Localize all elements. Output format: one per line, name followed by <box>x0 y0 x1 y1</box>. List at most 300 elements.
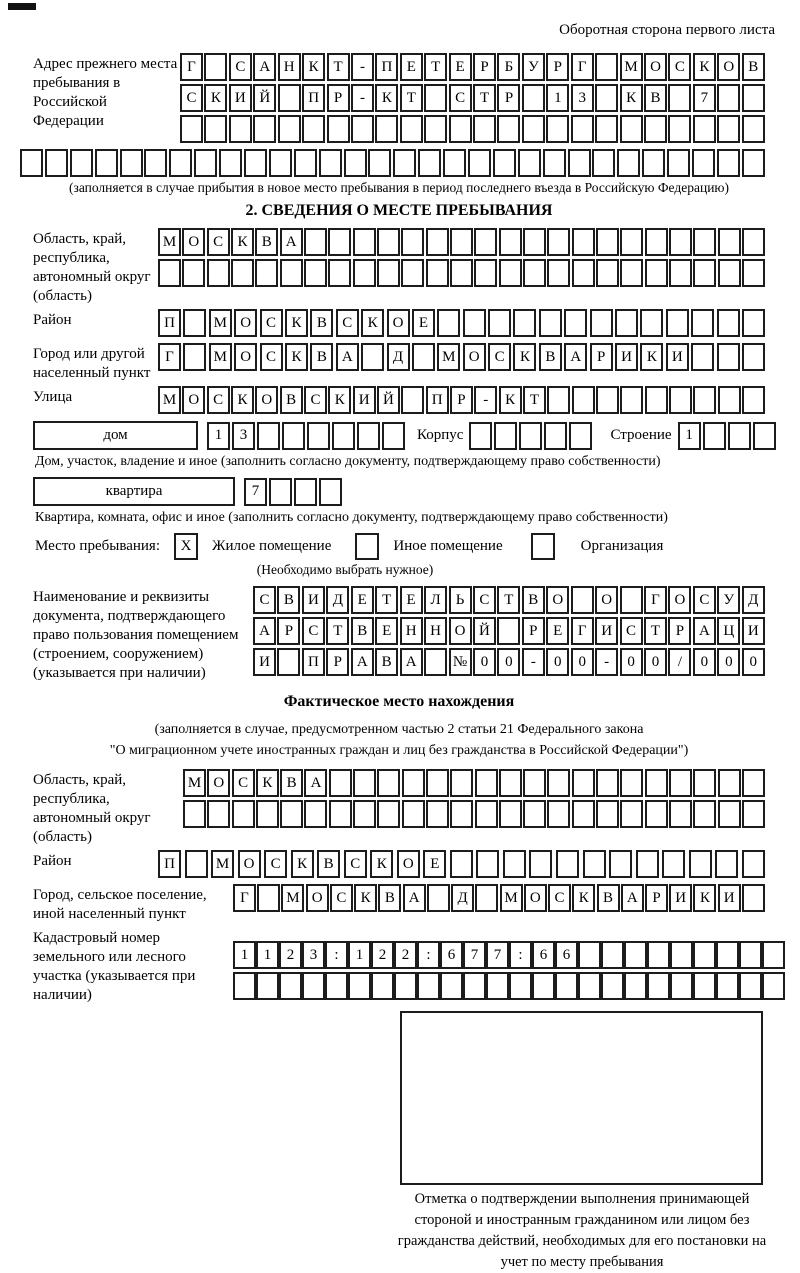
char-box[interactable]: И <box>669 884 692 912</box>
char-box[interactable] <box>277 648 300 676</box>
char-box[interactable] <box>426 800 449 828</box>
char-box[interactable]: А <box>400 648 423 676</box>
char-box[interactable] <box>543 149 566 177</box>
char-box[interactable]: Т <box>523 386 546 414</box>
char-box[interactable] <box>328 228 351 256</box>
char-box[interactable] <box>546 115 569 143</box>
char-box[interactable] <box>417 972 440 1000</box>
char-box[interactable] <box>95 149 118 177</box>
char-box[interactable]: 3 <box>571 84 594 112</box>
char-box[interactable]: В <box>280 769 303 797</box>
char-box[interactable]: Г <box>233 884 256 912</box>
char-box[interactable]: Р <box>326 648 349 676</box>
char-box[interactable] <box>450 259 473 287</box>
char-box[interactable]: С <box>548 884 571 912</box>
char-box[interactable]: А <box>621 884 644 912</box>
char-box[interactable]: 7 <box>244 478 267 506</box>
char-box[interactable] <box>670 941 693 969</box>
char-box[interactable]: Е <box>375 617 398 645</box>
char-box[interactable]: В <box>375 648 398 676</box>
char-box[interactable]: / <box>668 648 691 676</box>
char-box[interactable]: 0 <box>473 648 496 676</box>
char-box[interactable] <box>469 422 492 450</box>
char-box[interactable]: Г <box>158 343 181 371</box>
char-box[interactable] <box>497 617 520 645</box>
char-box[interactable] <box>668 84 691 112</box>
char-box[interactable]: 7 <box>463 941 486 969</box>
char-box[interactable]: Е <box>412 309 435 337</box>
char-box[interactable] <box>473 115 496 143</box>
char-box[interactable] <box>377 259 400 287</box>
char-box[interactable]: Й <box>377 386 400 414</box>
char-box[interactable] <box>662 850 685 878</box>
char-box[interactable] <box>302 115 325 143</box>
char-box[interactable] <box>620 586 643 614</box>
char-box[interactable] <box>717 84 740 112</box>
char-box[interactable] <box>595 84 618 112</box>
char-box[interactable]: С <box>260 343 283 371</box>
char-box[interactable] <box>497 115 520 143</box>
char-box[interactable] <box>183 343 206 371</box>
char-box[interactable]: 7 <box>693 84 716 112</box>
char-box[interactable]: К <box>499 386 522 414</box>
char-box[interactable]: 1 <box>348 941 371 969</box>
char-box[interactable] <box>194 149 217 177</box>
char-box[interactable] <box>572 228 595 256</box>
char-box[interactable] <box>412 343 435 371</box>
char-box[interactable]: С <box>330 884 353 912</box>
char-box[interactable] <box>180 115 203 143</box>
char-box[interactable] <box>693 115 716 143</box>
char-box[interactable]: Й <box>253 84 276 112</box>
char-box[interactable]: Л <box>424 586 447 614</box>
char-box[interactable] <box>693 769 716 797</box>
char-box[interactable]: 1 <box>678 422 701 450</box>
char-box[interactable] <box>556 850 579 878</box>
char-box[interactable]: У <box>717 586 740 614</box>
char-box[interactable] <box>718 800 741 828</box>
char-box[interactable]: Р <box>546 53 569 81</box>
char-box[interactable] <box>693 228 716 256</box>
char-box[interactable]: К <box>231 386 254 414</box>
char-box[interactable] <box>669 769 692 797</box>
char-box[interactable] <box>578 941 601 969</box>
char-box[interactable]: К <box>231 228 254 256</box>
char-box[interactable] <box>523 769 546 797</box>
char-box[interactable]: 0 <box>742 648 765 676</box>
char-box[interactable]: 6 <box>532 941 555 969</box>
char-box[interactable]: М <box>437 343 460 371</box>
char-box[interactable]: И <box>666 343 689 371</box>
char-box[interactable] <box>670 972 693 1000</box>
char-box[interactable] <box>424 648 447 676</box>
char-box[interactable] <box>753 422 776 450</box>
char-box[interactable]: К <box>256 769 279 797</box>
char-box[interactable] <box>468 149 491 177</box>
char-box[interactable] <box>418 149 441 177</box>
char-box[interactable]: П <box>375 53 398 81</box>
char-box[interactable]: О <box>546 586 569 614</box>
char-box[interactable]: Ц <box>717 617 740 645</box>
char-box[interactable] <box>636 850 659 878</box>
char-box[interactable] <box>232 800 255 828</box>
char-box[interactable] <box>255 259 278 287</box>
char-box[interactable]: В <box>351 617 374 645</box>
char-box[interactable] <box>739 972 762 1000</box>
char-box[interactable]: 0 <box>620 648 643 676</box>
char-box[interactable] <box>344 149 367 177</box>
char-box[interactable]: У <box>522 53 545 81</box>
char-box[interactable]: Е <box>400 586 423 614</box>
char-box[interactable]: С <box>449 84 472 112</box>
char-box[interactable] <box>329 800 352 828</box>
char-box[interactable] <box>669 386 692 414</box>
char-box[interactable]: М <box>209 309 232 337</box>
char-box[interactable] <box>401 259 424 287</box>
char-box[interactable] <box>539 309 562 337</box>
char-box[interactable]: В <box>317 850 340 878</box>
char-box[interactable]: П <box>302 648 325 676</box>
char-box[interactable] <box>348 972 371 1000</box>
char-box[interactable]: М <box>620 53 643 81</box>
char-box[interactable]: А <box>564 343 587 371</box>
char-box[interactable] <box>256 972 279 1000</box>
char-box[interactable] <box>307 422 330 450</box>
char-box[interactable]: О <box>238 850 261 878</box>
char-box[interactable] <box>547 769 570 797</box>
char-box[interactable] <box>522 84 545 112</box>
char-box[interactable]: К <box>693 884 716 912</box>
char-box[interactable] <box>229 115 252 143</box>
char-box[interactable] <box>257 422 280 450</box>
char-box[interactable] <box>518 149 541 177</box>
char-box[interactable]: В <box>310 343 333 371</box>
char-box[interactable] <box>645 800 668 828</box>
char-box[interactable] <box>476 850 499 878</box>
char-box[interactable] <box>547 259 570 287</box>
char-box[interactable] <box>45 149 68 177</box>
char-box[interactable] <box>742 850 765 878</box>
char-box[interactable] <box>499 800 522 828</box>
char-box[interactable] <box>319 478 342 506</box>
char-box[interactable] <box>353 769 376 797</box>
char-box[interactable] <box>532 972 555 1000</box>
char-box[interactable]: О <box>449 617 472 645</box>
char-box[interactable]: Р <box>327 84 350 112</box>
char-box[interactable]: Р <box>473 53 496 81</box>
char-box[interactable]: 0 <box>571 648 594 676</box>
char-box[interactable] <box>204 53 227 81</box>
char-box[interactable]: А <box>336 343 359 371</box>
char-box[interactable]: В <box>378 884 401 912</box>
char-box[interactable] <box>509 972 532 1000</box>
char-box[interactable]: С <box>336 309 359 337</box>
char-box[interactable] <box>742 115 765 143</box>
char-box[interactable]: 1 <box>546 84 569 112</box>
char-box[interactable]: Т <box>497 586 520 614</box>
char-box[interactable] <box>450 769 473 797</box>
char-box[interactable]: О <box>182 228 205 256</box>
char-box[interactable] <box>547 228 570 256</box>
char-box[interactable] <box>361 343 384 371</box>
char-box[interactable]: О <box>397 850 420 878</box>
char-box[interactable]: И <box>742 617 765 645</box>
char-box[interactable] <box>742 309 765 337</box>
char-box[interactable]: Т <box>327 53 350 81</box>
char-box[interactable]: - <box>351 53 374 81</box>
char-box[interactable] <box>475 800 498 828</box>
char-box[interactable]: К <box>361 309 384 337</box>
char-box[interactable] <box>624 972 647 1000</box>
char-box[interactable]: 0 <box>644 648 667 676</box>
char-box[interactable] <box>762 972 785 1000</box>
char-box[interactable] <box>689 850 712 878</box>
char-box[interactable] <box>716 972 739 1000</box>
char-box[interactable] <box>596 386 619 414</box>
char-box[interactable] <box>596 259 619 287</box>
char-box[interactable] <box>253 115 276 143</box>
char-box[interactable] <box>647 941 670 969</box>
char-box[interactable]: О <box>234 343 257 371</box>
char-box[interactable]: П <box>426 386 449 414</box>
char-box[interactable]: 2 <box>394 941 417 969</box>
char-box[interactable] <box>207 800 230 828</box>
char-box[interactable] <box>596 800 619 828</box>
char-box[interactable] <box>645 386 668 414</box>
char-box[interactable]: А <box>351 648 374 676</box>
char-box[interactable] <box>394 972 417 1000</box>
char-box[interactable]: 0 <box>717 648 740 676</box>
char-box[interactable]: А <box>403 884 426 912</box>
char-box[interactable]: 7 <box>486 941 509 969</box>
char-box[interactable]: К <box>572 884 595 912</box>
char-box[interactable]: О <box>255 386 278 414</box>
char-box[interactable]: : <box>417 941 440 969</box>
char-box[interactable] <box>219 149 242 177</box>
char-box[interactable]: О <box>717 53 740 81</box>
char-box[interactable] <box>182 259 205 287</box>
char-box[interactable] <box>742 343 765 371</box>
char-box[interactable] <box>762 941 785 969</box>
char-box[interactable]: В <box>310 309 333 337</box>
char-box[interactable]: М <box>211 850 234 878</box>
char-box[interactable] <box>669 259 692 287</box>
char-box[interactable] <box>572 769 595 797</box>
char-box[interactable] <box>595 115 618 143</box>
char-box[interactable]: Р <box>668 617 691 645</box>
char-box[interactable] <box>742 259 765 287</box>
char-box[interactable] <box>739 941 762 969</box>
char-box[interactable] <box>668 115 691 143</box>
char-box[interactable] <box>294 478 317 506</box>
char-box[interactable] <box>204 115 227 143</box>
char-box[interactable]: А <box>304 769 327 797</box>
char-box[interactable]: А <box>280 228 303 256</box>
char-box[interactable]: К <box>285 343 308 371</box>
char-box[interactable] <box>742 769 765 797</box>
char-box[interactable]: С <box>302 617 325 645</box>
char-box[interactable]: - <box>595 648 618 676</box>
char-box[interactable] <box>519 422 542 450</box>
char-box[interactable]: - <box>474 386 497 414</box>
char-box[interactable] <box>718 386 741 414</box>
char-box[interactable] <box>564 309 587 337</box>
char-box[interactable] <box>279 972 302 1000</box>
char-box[interactable]: С <box>207 386 230 414</box>
char-box[interactable]: И <box>353 386 376 414</box>
char-box[interactable]: В <box>539 343 562 371</box>
char-box[interactable]: К <box>370 850 393 878</box>
char-box[interactable]: В <box>522 586 545 614</box>
char-box[interactable]: В <box>597 884 620 912</box>
char-box[interactable]: О <box>644 53 667 81</box>
char-box[interactable] <box>642 149 665 177</box>
char-box[interactable] <box>693 259 716 287</box>
char-box[interactable] <box>578 972 601 1000</box>
char-box[interactable] <box>513 309 536 337</box>
char-box[interactable]: Т <box>326 617 349 645</box>
char-box[interactable] <box>486 972 509 1000</box>
char-box[interactable]: Н <box>400 617 423 645</box>
char-box[interactable] <box>583 850 606 878</box>
char-box[interactable] <box>718 228 741 256</box>
char-box[interactable] <box>717 115 740 143</box>
char-box[interactable] <box>158 259 181 287</box>
char-box[interactable] <box>450 228 473 256</box>
char-box[interactable] <box>280 800 303 828</box>
char-box[interactable]: О <box>595 586 618 614</box>
char-box[interactable]: М <box>281 884 304 912</box>
char-box[interactable]: О <box>524 884 547 912</box>
char-box[interactable] <box>424 115 447 143</box>
char-box[interactable] <box>499 259 522 287</box>
char-box[interactable] <box>377 769 400 797</box>
char-box[interactable] <box>728 422 751 450</box>
char-box[interactable]: С <box>304 386 327 414</box>
char-box[interactable] <box>183 800 206 828</box>
char-box[interactable]: С <box>207 228 230 256</box>
char-box[interactable] <box>572 386 595 414</box>
char-box[interactable]: Д <box>387 343 410 371</box>
char-box[interactable]: П <box>158 309 181 337</box>
char-box[interactable]: К <box>375 84 398 112</box>
char-box[interactable]: 1 <box>256 941 279 969</box>
char-box[interactable]: Е <box>546 617 569 645</box>
dwelling-checkbox[interactable]: X <box>174 533 198 560</box>
char-box[interactable] <box>692 149 715 177</box>
char-box[interactable] <box>144 149 167 177</box>
char-box[interactable] <box>693 800 716 828</box>
char-box[interactable]: Д <box>326 586 349 614</box>
char-box[interactable]: С <box>620 617 643 645</box>
char-box[interactable]: В <box>280 386 303 414</box>
char-box[interactable]: Т <box>424 53 447 81</box>
char-box[interactable] <box>595 53 618 81</box>
char-box[interactable]: 6 <box>440 941 463 969</box>
char-box[interactable] <box>620 386 643 414</box>
char-box[interactable] <box>572 259 595 287</box>
char-box[interactable]: Д <box>742 586 765 614</box>
char-box[interactable] <box>475 769 498 797</box>
char-box[interactable] <box>474 259 497 287</box>
char-box[interactable]: М <box>500 884 523 912</box>
organization-checkbox[interactable] <box>531 533 555 560</box>
char-box[interactable]: М <box>158 386 181 414</box>
char-box[interactable]: Д <box>451 884 474 912</box>
char-box[interactable] <box>353 259 376 287</box>
char-box[interactable]: С <box>264 850 287 878</box>
char-box[interactable] <box>571 115 594 143</box>
char-box[interactable] <box>426 228 449 256</box>
char-box[interactable] <box>503 850 526 878</box>
char-box[interactable] <box>544 422 567 450</box>
char-box[interactable] <box>718 259 741 287</box>
char-box[interactable]: В <box>255 228 278 256</box>
char-box[interactable] <box>463 972 486 1000</box>
char-box[interactable] <box>282 422 305 450</box>
char-box[interactable] <box>717 309 740 337</box>
char-box[interactable]: Е <box>400 53 423 81</box>
char-box[interactable]: И <box>595 617 618 645</box>
char-box[interactable] <box>529 850 552 878</box>
char-box[interactable] <box>523 259 546 287</box>
char-box[interactable] <box>645 769 668 797</box>
char-box[interactable]: Т <box>400 84 423 112</box>
char-box[interactable] <box>645 228 668 256</box>
char-box[interactable] <box>393 149 416 177</box>
char-box[interactable] <box>244 149 267 177</box>
char-box[interactable] <box>328 259 351 287</box>
char-box[interactable]: М <box>209 343 232 371</box>
char-box[interactable] <box>667 149 690 177</box>
char-box[interactable]: О <box>463 343 486 371</box>
char-box[interactable] <box>620 115 643 143</box>
char-box[interactable]: О <box>668 586 691 614</box>
char-box[interactable] <box>449 115 472 143</box>
char-box[interactable] <box>120 149 143 177</box>
char-box[interactable] <box>382 422 405 450</box>
char-box[interactable]: С <box>232 769 255 797</box>
char-box[interactable] <box>493 149 516 177</box>
char-box[interactable] <box>256 800 279 828</box>
char-box[interactable] <box>716 941 739 969</box>
char-box[interactable] <box>233 972 256 1000</box>
char-box[interactable]: П <box>302 84 325 112</box>
char-box[interactable]: - <box>351 84 374 112</box>
char-box[interactable]: С <box>260 309 283 337</box>
char-box[interactable] <box>693 941 716 969</box>
char-box[interactable]: Е <box>423 850 446 878</box>
char-box[interactable]: В <box>742 53 765 81</box>
char-box[interactable] <box>717 149 740 177</box>
char-box[interactable] <box>304 800 327 828</box>
char-box[interactable]: Т <box>644 617 667 645</box>
char-box[interactable]: В <box>644 84 667 112</box>
char-box[interactable] <box>185 850 208 878</box>
char-box[interactable]: Т <box>473 84 496 112</box>
char-box[interactable] <box>401 228 424 256</box>
char-box[interactable]: М <box>158 228 181 256</box>
char-box[interactable] <box>426 259 449 287</box>
char-box[interactable] <box>522 115 545 143</box>
char-box[interactable] <box>717 343 740 371</box>
char-box[interactable]: С <box>488 343 511 371</box>
char-box[interactable]: И <box>253 648 276 676</box>
char-box[interactable] <box>437 309 460 337</box>
char-box[interactable]: 2 <box>371 941 394 969</box>
char-box[interactable] <box>571 586 594 614</box>
char-box[interactable] <box>450 850 473 878</box>
